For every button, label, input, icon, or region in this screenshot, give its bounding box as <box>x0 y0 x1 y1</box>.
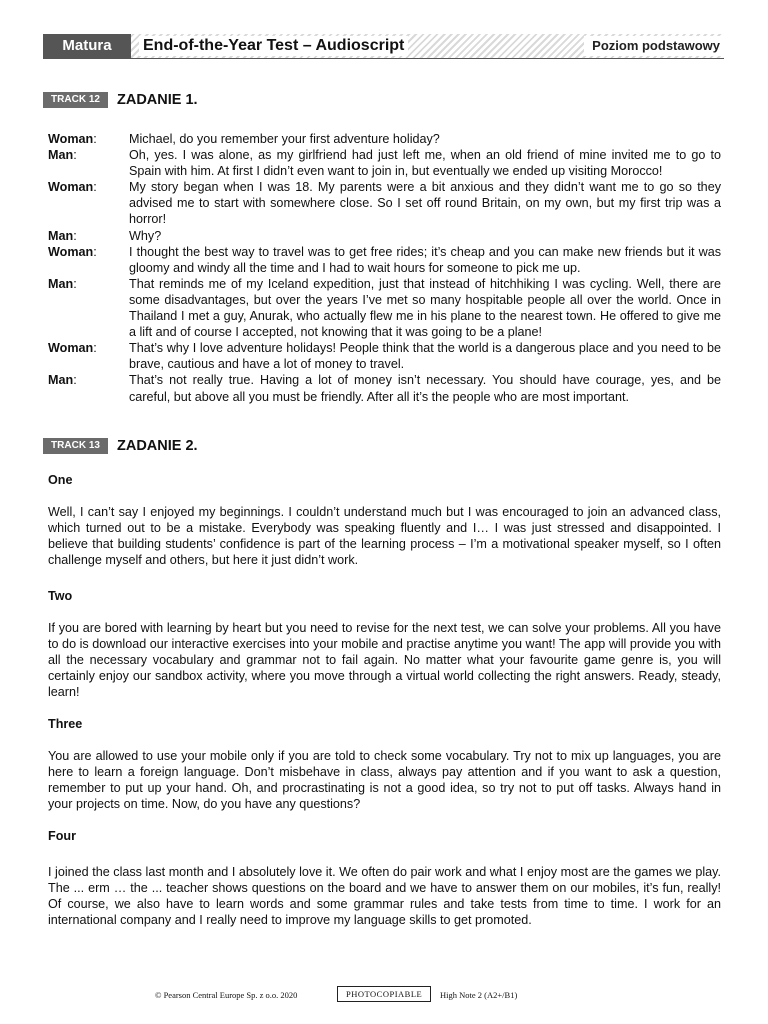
speaker-name: Man <box>48 276 74 291</box>
copyright-text: © Pearson Central Europe Sp. z o.o. 2020 <box>155 990 298 1000</box>
speech-text: Oh, yes. I was alone, as my girlfriend had just left me, when an old friend of mine invited me to go to Spain with him. At first I didn’t even want to join in, but eventually we ended up visiting Morocco! <box>129 148 721 179</box>
dialogue-turn: Man: That reminds me of my Iceland expedition, just that instead of hitchhiking I was cycling. Well, there are some disadvantages, but over the years I’ve met so many hospitable people all over the world. Once in Thailand I met a guy, Anurak, who actually flew me in his plane to the nearest town. He offered to give me a lift and of course I accepted, not knowing that it was going to be a plane! <box>48 276 721 340</box>
page-header <box>43 34 724 59</box>
speaker-name: Woman <box>48 341 94 356</box>
part-two-label: Two <box>48 589 73 603</box>
dialogue <box>48 131 721 405</box>
speech-text: Michael, do you remember your first adventure holiday? <box>129 132 440 146</box>
part-four-text: I joined the class last month and I absolutely love it. We often do pair work and what I enjoy most are the games we play. The ... erm … the ... teacher shows questions on the board and we have to answer them on our mobiles, it’s fun, really! Of course, we also have to learn words and some grammar rules and take tests from time to time. I work for an international company and I really need to improve my language skills to get promoted. <box>48 865 721 928</box>
speech-text: That’s not really true. Having a lot of money isn’t necessary. You should have courage, yes, and be careful, but above all you must be friendly. After all it’s the people who are most important. <box>129 373 721 404</box>
track-13-badge: TRACK 13 <box>43 438 108 454</box>
dialogue-turn: Woman: I thought the best way to travel was to get free rides; it’s cheap and you can make new friends but it was gloomy and windy all the time and I had to wait hours for someone to pick me up. <box>48 244 721 275</box>
part-one-label: One <box>48 473 73 487</box>
dialogue-turn: Man: Oh, yes. I was alone, as my girlfriend had just left me, when an old friend of mine invited me to go to Spain with him. At first I didn’t even want to join in, but eventually we ended up visiting Morocco! <box>48 148 721 179</box>
speaker-name: Man <box>48 228 74 243</box>
speaker-name: Woman <box>48 132 94 146</box>
speaker-name: Woman <box>48 244 94 259</box>
dialogue-turn: Woman: Michael, do you remember your first adventure holiday? <box>48 131 721 147</box>
part-three-text: You are allowed to use your mobile only if you are told to check some vocabulary. Try not to mix up languages, you are here to learn a foreign language. Don’t misbehave in class, always pay attention and if you want to ask a question, remember to put up your hand. Oh, and procrastinating is not a good idea, so try not to put off tasks. Always hand in your projects on time. Now, do you have any questions? <box>48 749 721 812</box>
dialogue-turn: Woman: That’s why I love adventure holidays! People think that the world is a dangerous place and you need to be brave, cautious and have a lot of money to travel. <box>48 341 721 372</box>
photocopiable-box: PHOTOCOPIABLE <box>337 986 431 1002</box>
speech-text: That reminds me of my Iceland expedition, just that instead of hitchhiking I was cycling. Well, there are some disadvantages, but over the years I’ve met so many hospitable people all over the world. Once in Thailand I met a guy, Anurak, who actually flew me in his plane to the nearest town. He offered to give me a lift and of course I accepted, not knowing that it was going to be a plane! <box>129 276 721 340</box>
speaker-name: Man <box>48 148 74 163</box>
task-2-title: ZADANIE 2. <box>117 438 198 454</box>
speech-text: My story began when I was 18. My parents were a bit anxious and they didn’t want me to go so they advised me to start with somewhere close. So I set off round Britain, on my own, but my first trip was a horror! <box>129 180 721 227</box>
speaker-name: Man <box>48 373 74 388</box>
speaker-name: Woman <box>48 180 94 195</box>
matura-badge: Matura <box>43 34 131 58</box>
speech-text: I thought the best way to travel was to get free rides; it’s cheap and you can make new friends but it was gloomy and windy all the time and I had to wait hours for someone to pick me up. <box>129 244 721 275</box>
speech-text: That’s why I love adventure holidays! People think that the world is a dangerous place and you need to be brave, cautious and have a lot of money to travel. <box>129 341 721 372</box>
dialogue-turn: Woman: My story began when I was 18. My parents were a bit anxious and they didn’t want me to go so they advised me to start with somewhere close. So I set off round Britain, on my own, but my first trip was a horror! <box>48 180 721 227</box>
part-one-text: Well, I can’t say I enjoyed my beginnings. I couldn’t understand much but I was encouraged to join an advanced class, which turned out to be a mistake. Everybody was speaking fluently and I… I was just stressed and disappointed. I believe that building students’ confidence is part of the learning process – I’m a motivational speaker myself, so I often challenge myself and others, but here it just didn’t work. <box>48 505 721 568</box>
level-label: Poziom podstawowy <box>584 36 724 56</box>
track-12-badge: TRACK 12 <box>43 92 108 108</box>
dialogue-turn: Man: Why? <box>48 228 721 244</box>
task-1-title: ZADANIE 1. <box>117 92 198 108</box>
part-four-label: Four <box>48 829 76 843</box>
document-title: End-of-the-Year Test – Audioscript <box>139 36 408 56</box>
speech-text: Why? <box>129 228 162 243</box>
part-two-text: If you are bored with learning by heart but you need to revise for the next test, we can solve your problems. All you have to do is download our interactive exercises into your mobile and practise anytime you want! The app will provide you with all the necessary vocabulary and grammar not to fail again. No matter what your favourite game genre is, you will certainly enjoy our sandbox activity, where you move through a virtual world collecting the right answers. Ready, steady, learn! <box>48 621 721 700</box>
dialogue-turn: Man: That’s not really true. Having a lot of money isn’t necessary. You should have courage, yes, and be careful, but above all you must be friendly. After all it’s the people who are most important. <box>48 373 721 404</box>
part-three-label: Three <box>48 717 83 731</box>
book-title: High Note 2 (A2+/B1) <box>440 990 518 1000</box>
